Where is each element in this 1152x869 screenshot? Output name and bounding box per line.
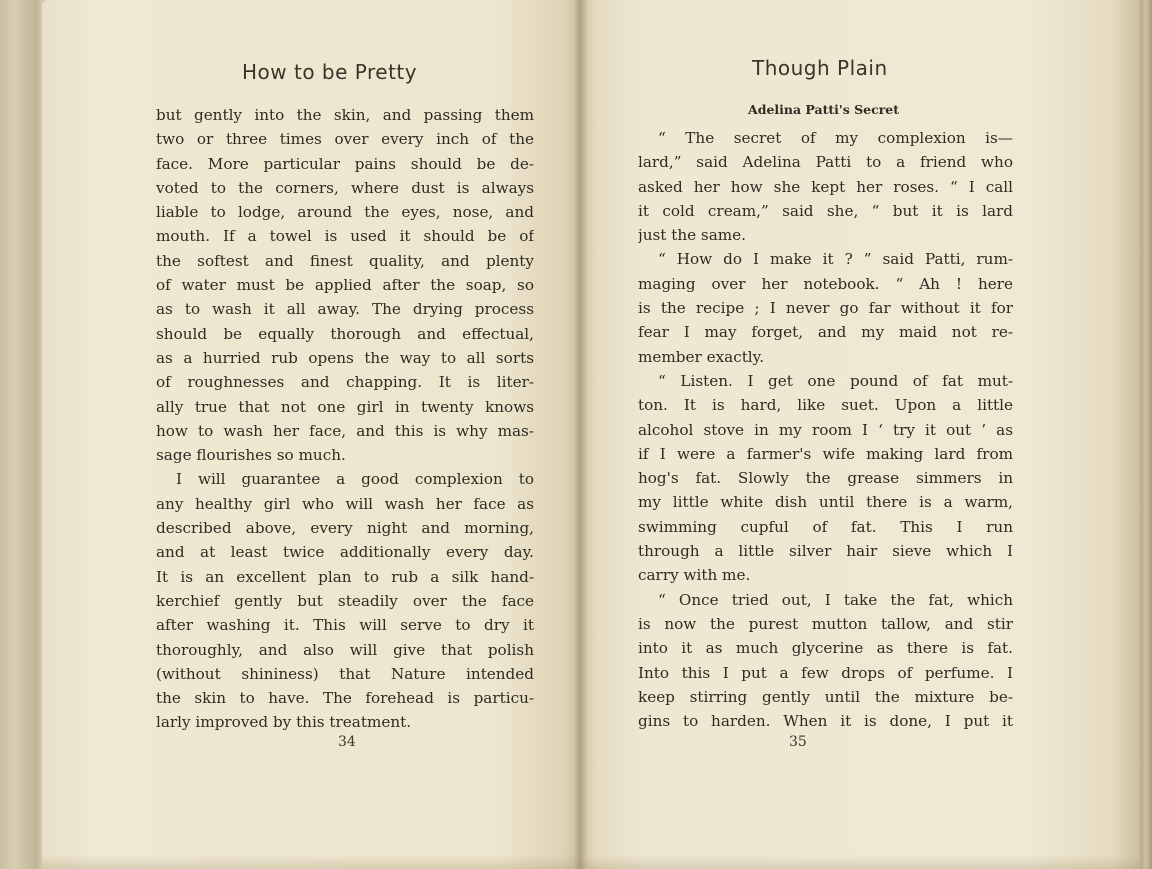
text-line: larly improved by this treatment. [156,713,412,732]
text-line: of roughnesses and chapping. It is liter- [156,373,534,392]
left-running-head: How to be Pretty [242,60,418,84]
left-page-number: 34 [338,734,356,750]
right-page-text [638,126,1013,733]
text-line: it cold cream,” said she, “ but it is lard [638,201,1013,220]
text-line: just the same. [638,226,746,245]
text-line: two or three times over every inch of the [156,130,534,149]
section-title: Adelina Patti's Secret [748,102,900,117]
text-line: I will guarantee a good complexion to [176,470,534,489]
left-page-text [156,103,534,735]
text-line: voted to the corners, where dust is always [156,178,534,197]
text-line: the skin to have. The forehead is particu- [156,689,534,708]
text-line: keep stirring gently until the mixture be- [638,687,1013,706]
left-page [42,0,580,869]
text-line: ally true that not one girl in twenty knows [156,397,534,416]
text-line: Into this I put a few drops of perfume. I [638,663,1013,682]
text-line: how to wash her face, and this is why mas- [156,421,534,440]
text-line: through a little silver hair sieve which I [638,542,1013,561]
text-line: and at least twice additionally every day. [156,543,534,562]
text-line: as a hurried rub opens the way to all sorts [156,348,534,367]
right-running-head: Though Plain [752,56,888,80]
text-line: carry with me. [638,566,751,585]
text-line: is now the purest mutton tallow, and stir [638,614,1013,633]
text-line: sage flourishes so much. [156,446,346,465]
text-line: (without shininess) that Nature intended [156,664,534,683]
text-line: hog's fat. Slowly the grease simmers in [638,469,1013,488]
text-line: It is an excellent plan to rub a silk hand- [156,567,534,586]
text-line: alcohol stove in my room I ‘ try it out ’ as [638,420,1013,439]
text-line: “ Listen. I get one pound of fat mut- [658,371,1013,390]
text-line: my little white dish until there is a warm, [638,493,1013,512]
text-line: “ How do I make it ? ” said Patti, rum- [658,250,1013,269]
text-line: but gently into the skin, and passing them [156,106,534,124]
page-edge [1140,0,1152,869]
text-line: described above, every night and morning, [156,519,534,538]
right-page [580,0,1140,869]
text-line: ton. It is hard, like suet. Upon a little [638,396,1013,415]
text-line: thoroughly, and also will give that polish [156,640,534,659]
text-line: as to wash it all away. The drying process [156,300,534,319]
text-line: member exactly. [638,347,765,366]
text-line: liable to lodge, around the eyes, nose, and [156,203,534,222]
page-shadow [42,855,580,869]
text-line: fear I may forget, and my maid not re- [638,323,1013,342]
text-line: lard,” said Adelina Patti to a friend who [638,153,1013,172]
text-line: face. More particular pains should be de- [156,154,534,173]
text-line: “ The secret of my complexion is— [658,129,1013,147]
text-line: into it as much glycerine as there is fat. [638,639,1013,658]
text-line: if I were a farmer's wife making lard from [638,444,1013,463]
text-line: of water must be applied after the soap, so [156,276,534,295]
page-shadow [580,855,1140,869]
text-line: “ Once tried out, I take the fat, which [658,590,1013,609]
text-line: any healthy girl who will wash her face as [156,494,534,513]
text-line: after washing it. This will serve to dry it [156,616,534,635]
text-line: is the recipe ; I never go far without it for [638,299,1013,318]
text-line: asked her how she kept her roses. “ I call [638,177,1013,196]
book-gutter [574,0,588,869]
text-line: maging over her notebook. “ Ah ! here [638,274,1013,293]
text-line: swimming cupful of fat. This I run [638,517,1013,536]
text-line: kerchief gently but steadily over the face [156,591,534,610]
text-line: the softest and finest quality, and plenty [156,251,534,270]
text-line: should be equally thorough and effectual, [156,324,534,343]
text-line: mouth. If a towel is used it should be of [156,227,534,246]
text-line: gins to harden. When it is done, I put it [638,712,1013,731]
right-page-number: 35 [789,734,807,750]
